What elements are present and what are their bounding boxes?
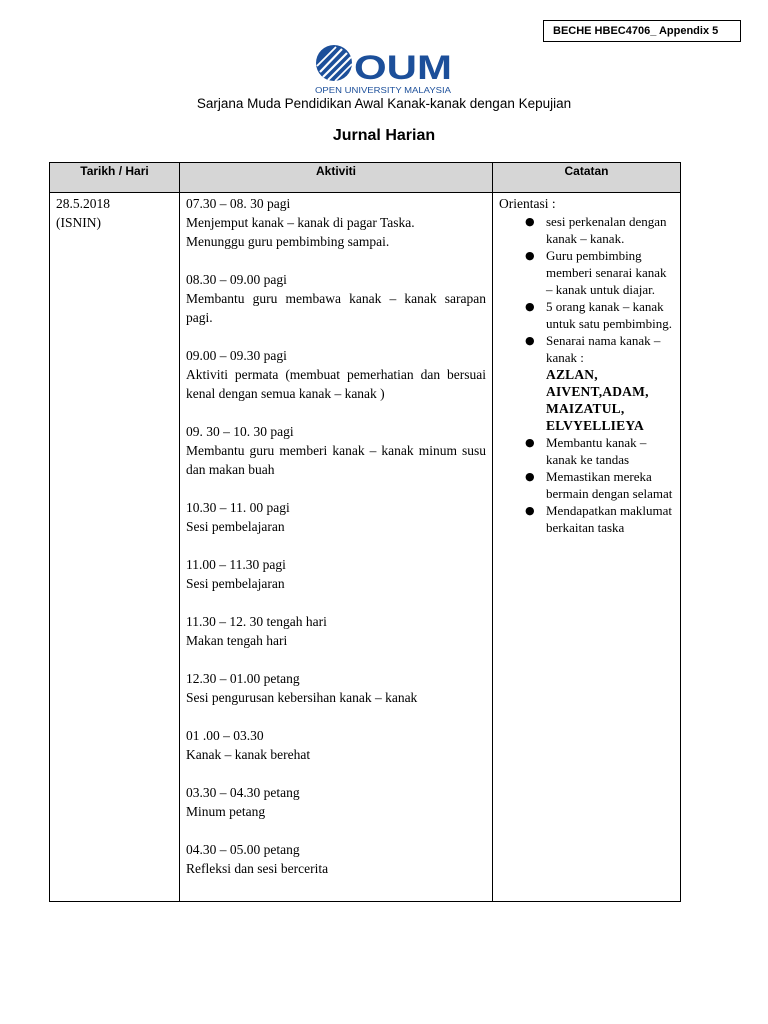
activity-slot (186, 555, 486, 593)
note-text: sesi perkenalan dengan kanak – kanak. (546, 214, 667, 246)
activity-desc: Refleksi dan sesi bercerita (186, 861, 329, 876)
bullet-icon: ● (525, 249, 535, 262)
activity-slot (186, 422, 486, 479)
notes-list (499, 213, 674, 536)
activity-slot (186, 270, 486, 327)
activity-slot (186, 840, 486, 878)
activity-time: 07.30 – 08. 30 pagi (186, 196, 291, 211)
page-title: Jurnal Harian (332, 127, 436, 144)
globe-icon (316, 45, 352, 81)
activity-time: 09.00 – 09.30 pagi (186, 348, 287, 363)
list-item (525, 434, 674, 468)
list-item (525, 213, 674, 247)
activity-slot (186, 612, 486, 650)
date-cell (50, 193, 180, 902)
activity-desc: Menjemput kanak – kanak di pagar Taska. (186, 215, 415, 230)
note-text: Memastikan mereka bermain dengan selamat (546, 469, 673, 501)
activity-slot (186, 346, 486, 403)
note-text: Mendapatkan maklumat berkaitan taska (546, 503, 672, 535)
list-item (525, 332, 674, 434)
activity-time: 11.00 – 11.30 pagi (186, 557, 286, 572)
activity-time: 09. 30 – 10. 30 pagi (186, 424, 294, 439)
activity-slot (186, 669, 486, 707)
children-names (546, 366, 674, 434)
header-activity: Aktiviti (180, 163, 493, 193)
activity-desc: Kanak – kanak berehat (186, 747, 311, 762)
document-reference: BECHE HBEC4706_ Appendix 5 (553, 25, 719, 37)
logo-tagline: OPEN UNIVERSITY MALAYSIA (315, 85, 452, 95)
notes-heading: Orientasi : (499, 196, 556, 211)
journal-table (49, 162, 681, 902)
programme-subtitle: Sarjana Muda Pendidikan Awal Kanak-kanak dengan Kepujian (196, 96, 572, 111)
activity-time: 10.30 – 11. 00 pagi (186, 500, 290, 515)
list-item (525, 502, 674, 536)
oum-logo (314, 44, 454, 96)
activity-cell (180, 193, 493, 902)
child-name: ELVYELLIEYA (546, 418, 644, 433)
activity-time: 04.30 – 05.00 petang (186, 842, 300, 857)
activity-desc: Aktiviti permata (membuat pemerhatian dan bersuai kenal dengan semua kanak – kanak ) (186, 367, 486, 401)
activity-slot (186, 194, 486, 251)
header-notes: Catatan (493, 163, 681, 193)
bullet-icon: ● (525, 470, 535, 483)
table-header-row (50, 163, 681, 193)
activity-desc: Membantu guru memberi kanak – kanak minum susu dan makan buah (186, 443, 486, 477)
activity-slot (186, 783, 486, 821)
activity-desc: Membantu guru membawa kanak – kanak sarapan pagi. (186, 291, 486, 325)
bullet-icon: ● (525, 215, 535, 228)
activity-desc: Makan tengah hari (186, 633, 288, 648)
list-item (525, 468, 674, 502)
activity-desc: Sesi pembelajaran (186, 576, 285, 591)
activity-time: 01 .00 – 03.30 (186, 728, 264, 743)
note-text: 5 orang kanak – kanak untuk satu pembimbing. (546, 299, 673, 331)
entry-date: 28.5.2018 (56, 196, 110, 211)
entry-day: (ISNIN) (56, 215, 101, 230)
list-item (525, 247, 674, 298)
activity-time: 12.30 – 01.00 petang (186, 671, 300, 686)
document-reference-box (543, 20, 741, 42)
table-row (50, 193, 681, 902)
note-text: Membantu kanak – kanak ke tandas (546, 435, 647, 467)
bullet-icon: ● (525, 436, 535, 449)
bullet-icon: ● (525, 334, 535, 347)
child-name: MAIZATUL, (546, 401, 625, 416)
activity-time: 08.30 – 09.00 pagi (186, 272, 287, 287)
child-name: AIVENT,ADAM, (546, 384, 649, 399)
activity-desc: Menunggu guru pembimbing sampai. (186, 234, 390, 249)
note-text: Senarai nama kanak – kanak : (546, 333, 661, 365)
bullet-icon: ● (525, 504, 535, 517)
activity-time: 11.30 – 12. 30 tengah hari (186, 614, 327, 629)
activity-slot (186, 726, 486, 764)
child-name: AZLAN, (546, 367, 598, 382)
list-item (525, 298, 674, 332)
logo-wordmark: OUM (354, 49, 452, 87)
note-text: Guru pembimbing memberi senarai kanak – kanak untuk diajar. (546, 248, 667, 297)
bullet-icon: ● (525, 300, 535, 313)
header-date: Tarikh / Hari (50, 163, 180, 193)
activity-desc: Minum petang (186, 804, 266, 819)
notes-cell (493, 193, 681, 902)
activity-desc: Sesi pembelajaran (186, 519, 285, 534)
activity-time: 03.30 – 04.30 petang (186, 785, 300, 800)
activity-desc: Sesi pengurusan kebersihan kanak – kanak (186, 690, 418, 705)
activity-slot (186, 498, 486, 536)
